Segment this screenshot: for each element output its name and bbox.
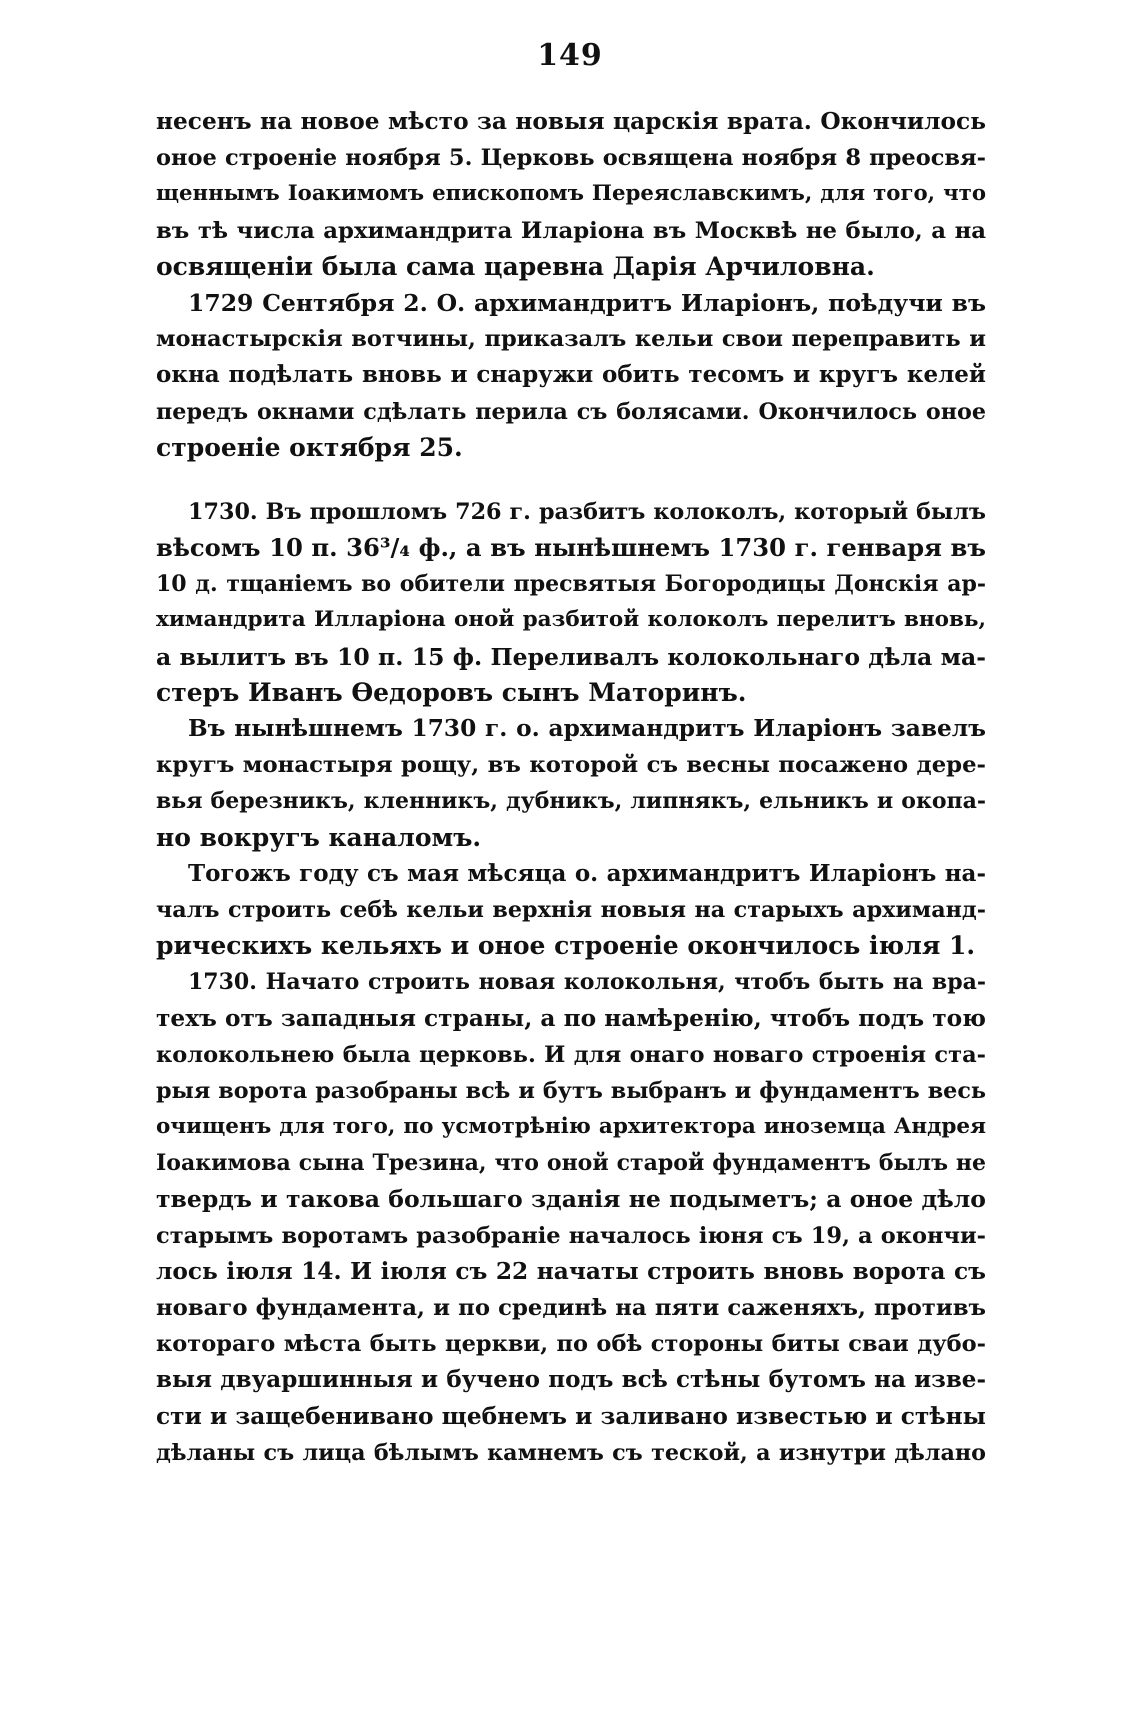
text-line: 1729 Сентября 2. О. архимандритъ Иларіонъ, поѣдучи въ xyxy=(188,288,986,317)
text-line: очищенъ для того, по усмотрѣнію архитектора иноземца Андрея xyxy=(156,1114,986,1140)
text-line: старымъ воротамъ разобраніе началось іюня съ 19, а окончи- xyxy=(156,1222,986,1249)
text-line: окна подѣлать вновь и снаружи обить тесомъ и кругъ келей xyxy=(156,361,986,389)
paragraph-gap xyxy=(156,466,986,494)
text-line: строеніе октября 25. xyxy=(156,432,463,462)
text-line: Въ нынѣшнемъ 1730 г. о. архимандритъ Иларіонъ завелъ xyxy=(188,715,986,742)
text-line: Іоакимова сына Трезина, что оной старой фундаментъ былъ не xyxy=(156,1150,986,1177)
text-line: твердъ и такова большаго зданія не подыметъ; а оное дѣло xyxy=(156,1185,986,1214)
text-line: несенъ на новое мѣсто за новыя царскія врата. Окончилось xyxy=(156,108,986,135)
text-line: техъ отъ западныя страны, а по намѣренію, чтобъ подъ тою xyxy=(156,1004,986,1032)
text-line: 1730. Начато строить новая колокольня, чтобъ быть на вра- xyxy=(188,969,986,996)
paragraph xyxy=(156,964,986,1471)
text-line: сти и защебенивано щебнемъ и заливано известью и стѣны xyxy=(156,1402,986,1430)
text-line: дѣланы съ лица бѣлымъ камнемъ съ теской, а изнутри дѣлано xyxy=(156,1439,986,1466)
text-line: рыя ворота разобраны всѣ и бутъ выбранъ и фундаментъ весь xyxy=(156,1077,986,1104)
paragraph xyxy=(156,711,986,856)
text-line: стеръ Иванъ Ѳедоровъ сынъ Маторинъ. xyxy=(156,677,747,707)
text-line: котораго мѣста быть церкви, по обѣ стороны биты сваи дубо- xyxy=(156,1331,986,1358)
text-line: химандрита Илларіона оной разбитой колоколъ перелитъ вновь, xyxy=(156,607,986,633)
text-line: 10 д. тщаніемъ во обители пресвятыя Богородицы Донскія ар- xyxy=(156,571,986,598)
text-line: колокольнею была церковь. И для онаго новаго строенія ста- xyxy=(156,1041,986,1068)
text-line: передъ окнами сдѣлать перила съ болясами. Окончилось оное xyxy=(156,398,986,425)
paragraph xyxy=(156,494,986,711)
text-line: вья березникъ, кленникъ, дубникъ, липнякъ, ельникъ и окопа- xyxy=(156,788,986,815)
text-line: освященіи была сама царевна Дарія Арчиловна. xyxy=(156,251,875,281)
paragraph xyxy=(156,285,986,466)
text-line: новаго фундамента, и по срединѣ на пяти саженяхъ, противъ xyxy=(156,1295,986,1321)
paragraph xyxy=(156,856,986,965)
text-line: кругъ монастыря рощу, въ которой съ весны посажено дере- xyxy=(156,752,986,779)
paragraph xyxy=(156,104,986,285)
text-line: оное строеніе ноября 5. Церковь освящена ноября 8 преосвя- xyxy=(156,145,986,172)
text-line: монастырскія вотчины, приказалъ кельи свои переправить и xyxy=(156,326,986,353)
text-line: а вылитъ въ 10 п. 15 ф. Переливалъ колокольнаго дѣла ма- xyxy=(156,642,986,671)
text-line: чалъ строить себѣ кельи верхнія новыя на старыхъ архиманд- xyxy=(156,896,986,923)
text-body xyxy=(156,104,986,1471)
text-line: выя двуаршинныя и бучено подъ всѣ стѣны бутомъ на изве- xyxy=(156,1366,986,1394)
page-number: 149 xyxy=(537,38,603,73)
text-line: вѣсомъ 10 п. 36³/₄ ф., а въ нынѣшнемъ 1730 г. генваря въ xyxy=(156,533,986,563)
text-line: въ тѣ числа архимандрита Иларіона въ Москвѣ не было, а на xyxy=(156,217,986,244)
text-line: рическихъ кельяхъ и оное строеніе окончилось іюля 1. xyxy=(156,931,976,961)
text-line: Тогожъ году съ мая мѣсяца о. архимандритъ Иларіонъ на- xyxy=(188,859,986,887)
text-line: 1730. Въ прошломъ 726 г. разбитъ колоколъ, который былъ xyxy=(188,498,986,525)
text-line: лось іюля 14. И іюля съ 22 начаты строить вновь ворота съ xyxy=(156,1257,986,1285)
text-line: щеннымъ Іоакимомъ епископомъ Переяславскимъ, для того, что xyxy=(156,181,986,207)
text-line: но вокругъ каналомъ. xyxy=(156,822,482,852)
